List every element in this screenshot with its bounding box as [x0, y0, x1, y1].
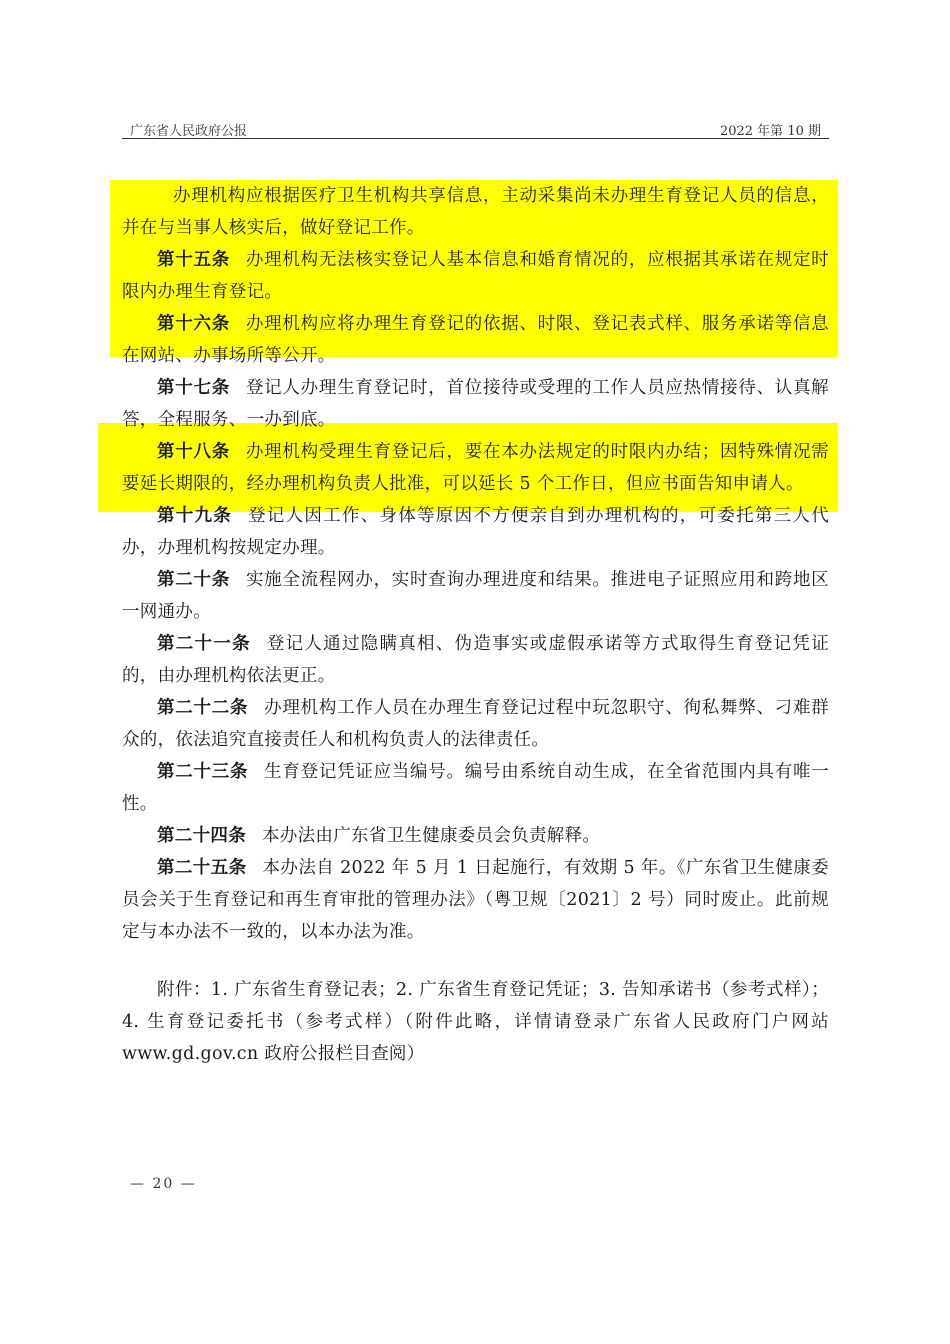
article-number: 第十八条	[157, 442, 230, 462]
article-number: 第二十二条	[157, 698, 249, 718]
article-21: 第二十一条 登记人通过隐瞒真相、伪造事实或虚假承诺等方式取得生育登记凭证的，由办理机构依法更正。	[122, 634, 830, 686]
article-25: 第二十五条 本办法自 2022 年 5 月 1 日起施行，有效期 5 年。《广东省卫生健康委员会关于生育登记和再生育审批的管理办法》（粤卫规〔2021〕2 号）同时废止。此前规定与本办法不一致的，以本办法为准。	[122, 858, 829, 942]
article-19: 第十九条 登记人因工作、身体等原因不方便亲自到办理机构的，可委托第三人代办，办理机构按规定办理。	[122, 506, 829, 558]
gazette-title: 广东省人民政府公报	[130, 124, 248, 139]
article-20: 第二十条 实施全流程网办，实时查询办理进度和结果。推进电子证照应用和跨地区一网通办。	[122, 570, 829, 622]
attachment-note: 附件：1. 广东省生育登记表；2. 广东省生育登记凭证；3. 告知承诺书（参考式样）；4. 生育登记委托书（参考式样）（附件此略，详情请登录广东省人民政府门户网站 www.gd.gov.cn 政府公报栏目查阅）	[122, 980, 829, 1064]
article-24: 第二十四条 本办法由广东省卫生健康委员会负责解释。	[157, 826, 601, 846]
article-number: 第十七条	[157, 378, 230, 398]
article-16: 第十六条 办理机构应将办理生育登记的依据、时限、登记表式样、服务承诺等信息在网站、办事场所等公开。	[122, 314, 829, 366]
article-number: 第十五条	[157, 250, 230, 270]
article-number: 第二十五条	[157, 858, 247, 878]
header-divider	[122, 138, 829, 139]
article-number: 第二十一条	[157, 634, 251, 654]
issue-label: 2022 年第 10 期	[719, 124, 821, 139]
paragraph: 办理机构应根据医疗卫生机构共享信息，主动采集尚未办理生育登记人员的信息，并在与当事人核实后，做好登记工作。	[122, 186, 829, 238]
page-number: — 20 —	[130, 1176, 197, 1192]
article-15: 第十五条 办理机构无法核实登记人基本信息和婚育情况的，应根据其承诺在规定时限内办理生育登记。	[122, 250, 829, 302]
article-number: 第二十四条	[157, 826, 246, 846]
article-number: 第十九条	[157, 506, 233, 526]
article-number: 第二十三条	[157, 762, 249, 782]
body-text	[122, 180, 829, 1070]
article-22: 第二十二条 办理机构工作人员在办理生育登记过程中玩忽职守、徇私舞弊、刁难群众的，依法追究直接责任人和机构负责人的法律责任。	[122, 698, 829, 750]
article-23: 第二十三条 生育登记凭证应当编号。编号由系统自动生成，在全省范围内具有唯一性。	[122, 762, 829, 814]
article-number: 第二十条	[157, 570, 230, 590]
page-header	[122, 118, 829, 140]
article-number: 第十六条	[157, 314, 230, 334]
article-18: 第十八条 办理机构受理生育登记后，要在本办法规定的时限内办结；因特殊情况需要延长期限的，经办理机构负责人批准，可以延长 5 个工作日，但应书面告知申请人。	[122, 442, 829, 494]
article-17: 第十七条 登记人办理生育登记时，首位接待或受理的工作人员应热情接待、认真解答，全程服务、一办到底。	[122, 378, 829, 430]
